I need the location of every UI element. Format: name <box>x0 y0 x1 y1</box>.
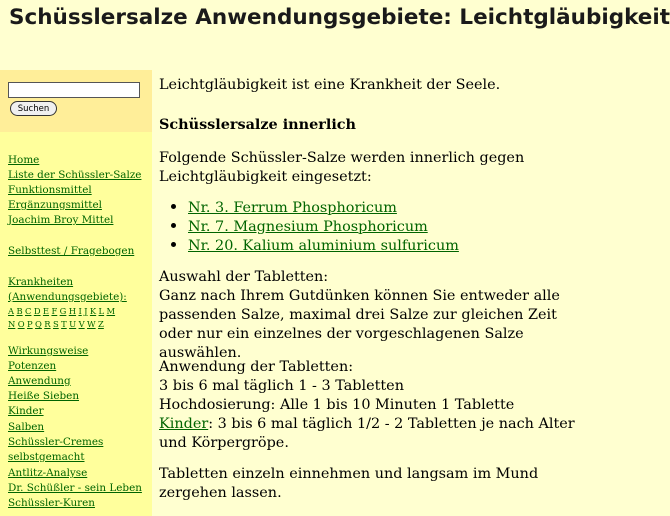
kinder-link[interactable]: Kinder <box>159 416 209 432</box>
closing-text: Tabletten einzeln einnehmen und langsam im Mund zergehen lassen. <box>159 466 539 501</box>
letter-link-p[interactable]: P <box>26 319 33 329</box>
nav-broy-mittel[interactable]: Joachim Broy Mittel <box>8 214 114 226</box>
salt-list-item <box>171 218 428 237</box>
salt-link-20[interactable]: Nr. 20. Kalium aluminium sulfuricum <box>188 238 459 254</box>
letter-link-f[interactable]: F <box>51 306 58 316</box>
nav-funktionsmittel[interactable]: Funktionsmittel <box>8 184 92 196</box>
nav-selbstgemacht[interactable]: selbstgemacht <box>8 451 85 463</box>
search-panel <box>0 70 152 132</box>
nav-krankheiten[interactable]: Krankheiten <box>8 276 74 288</box>
auswahl-title: Auswahl der Tabletten: <box>159 269 329 285</box>
kinder-dosage-text: : 3 bis 6 mal täglich 1/2 - 2 Tabletten je nach Alter und Körpergröpe. <box>159 416 575 451</box>
alphabet-index-row-2 <box>8 318 106 330</box>
letter-link-h[interactable]: H <box>68 306 77 316</box>
bullet-icon <box>171 204 176 209</box>
nav-anwendung[interactable]: Anwendung <box>8 375 71 387</box>
letter-link-m[interactable]: M <box>106 306 116 316</box>
nav-heisse-sieben[interactable]: Heiße Sieben <box>8 390 80 402</box>
letter-link-a[interactable]: A <box>8 306 15 316</box>
anwendung-line-1: 3 bis 6 mal täglich 1 - 3 Tabletten <box>159 378 404 394</box>
letter-link-u[interactable]: U <box>69 319 77 329</box>
page-title: Schüsslersalze Anwendungsgebiete: Leichtgläubigkeit <box>9 5 670 30</box>
letter-link-n[interactable]: N <box>8 319 16 329</box>
nav-salben[interactable]: Salben <box>8 421 45 433</box>
anwendung-title: Anwendung der Tabletten: <box>159 359 354 375</box>
letter-link-o[interactable]: O <box>17 319 25 329</box>
auswahl-text: Ganz nach Ihrem Gutdünken können Sie entweder alle passenden Salze, maximal drei Salze zur gleichen Zeit oder nur ein einzelnes der vorgeschlagenen Salze auswählen. <box>159 288 560 361</box>
alphabet-index-row-1 <box>8 305 117 317</box>
nav-home[interactable]: Home <box>8 154 40 166</box>
search-button[interactable]: Suchen <box>10 101 57 116</box>
nav-ergaenzungsmittel[interactable]: Ergänzungsmittel <box>8 199 102 211</box>
section-heading: Schüsslersalze innerlich <box>159 116 357 133</box>
sidebar <box>0 70 152 516</box>
letter-link-d[interactable]: D <box>33 306 41 316</box>
nav-cremes[interactable]: Schüssler-Cremes <box>8 436 104 448</box>
bullet-icon <box>171 223 176 228</box>
kinder-dosage <box>159 415 579 453</box>
letter-link-i[interactable]: I <box>78 306 82 316</box>
nav-kinder[interactable]: Kinder <box>8 405 44 417</box>
letter-link-l[interactable]: L <box>98 306 105 316</box>
letter-link-c[interactable]: C <box>25 306 32 316</box>
nav-liste-salze[interactable]: Liste der Schüssler-Salze <box>8 169 142 181</box>
salt-list-item <box>171 199 397 218</box>
page-header <box>0 0 670 70</box>
letter-link-w[interactable]: W <box>87 319 96 329</box>
nav-antlitz-analyse[interactable]: Antlitz-Analyse <box>8 467 88 479</box>
letter-link-r[interactable]: R <box>44 319 51 329</box>
salt-link-3[interactable]: Nr. 3. Ferrum Phosphoricum <box>188 200 397 216</box>
intro-text: Leichtgläubigkeit ist eine Krankheit der Seele. <box>159 77 501 93</box>
letter-link-k[interactable]: K <box>89 306 97 316</box>
nav-potenzen[interactable]: Potenzen <box>8 360 57 372</box>
letter-link-e[interactable]: E <box>42 306 50 316</box>
salt-link-7[interactable]: Nr. 7. Magnesium Phosphoricum <box>188 219 428 235</box>
nav-schuessler-kuren[interactable]: Schüssler-Kuren <box>8 497 95 509</box>
nav-anwendungsgebiete[interactable]: (Anwendungsgebiete): <box>8 291 127 303</box>
letter-link-g[interactable]: G <box>59 306 67 316</box>
nav-selbsttest[interactable]: Selbsttest / Fragebogen <box>8 245 135 257</box>
salt-list-item <box>171 237 459 256</box>
bullet-icon <box>171 242 176 247</box>
list-intro: Folgende Schüssler-Salze werden innerlich gegen Leichtgläubigkeit eingesetzt: <box>159 150 525 185</box>
letter-link-q[interactable]: Q <box>35 319 42 329</box>
letter-link-b[interactable]: B <box>16 306 23 316</box>
nav-wirkungsweise[interactable]: Wirkungsweise <box>8 345 89 357</box>
anwendung-line-2: Hochdosierung: Alle 1 bis 10 Minuten 1 Tablette <box>159 397 515 413</box>
search-input[interactable] <box>8 82 140 98</box>
letter-link-v[interactable]: V <box>78 319 85 329</box>
letter-link-t[interactable]: T <box>61 319 67 329</box>
letter-link-j[interactable]: J <box>84 306 88 316</box>
nav-schuessler-leben[interactable]: Dr. Schüßler - sein Leben <box>8 482 142 494</box>
letter-link-s[interactable]: S <box>52 319 59 329</box>
letter-link-z[interactable]: Z <box>98 319 104 329</box>
